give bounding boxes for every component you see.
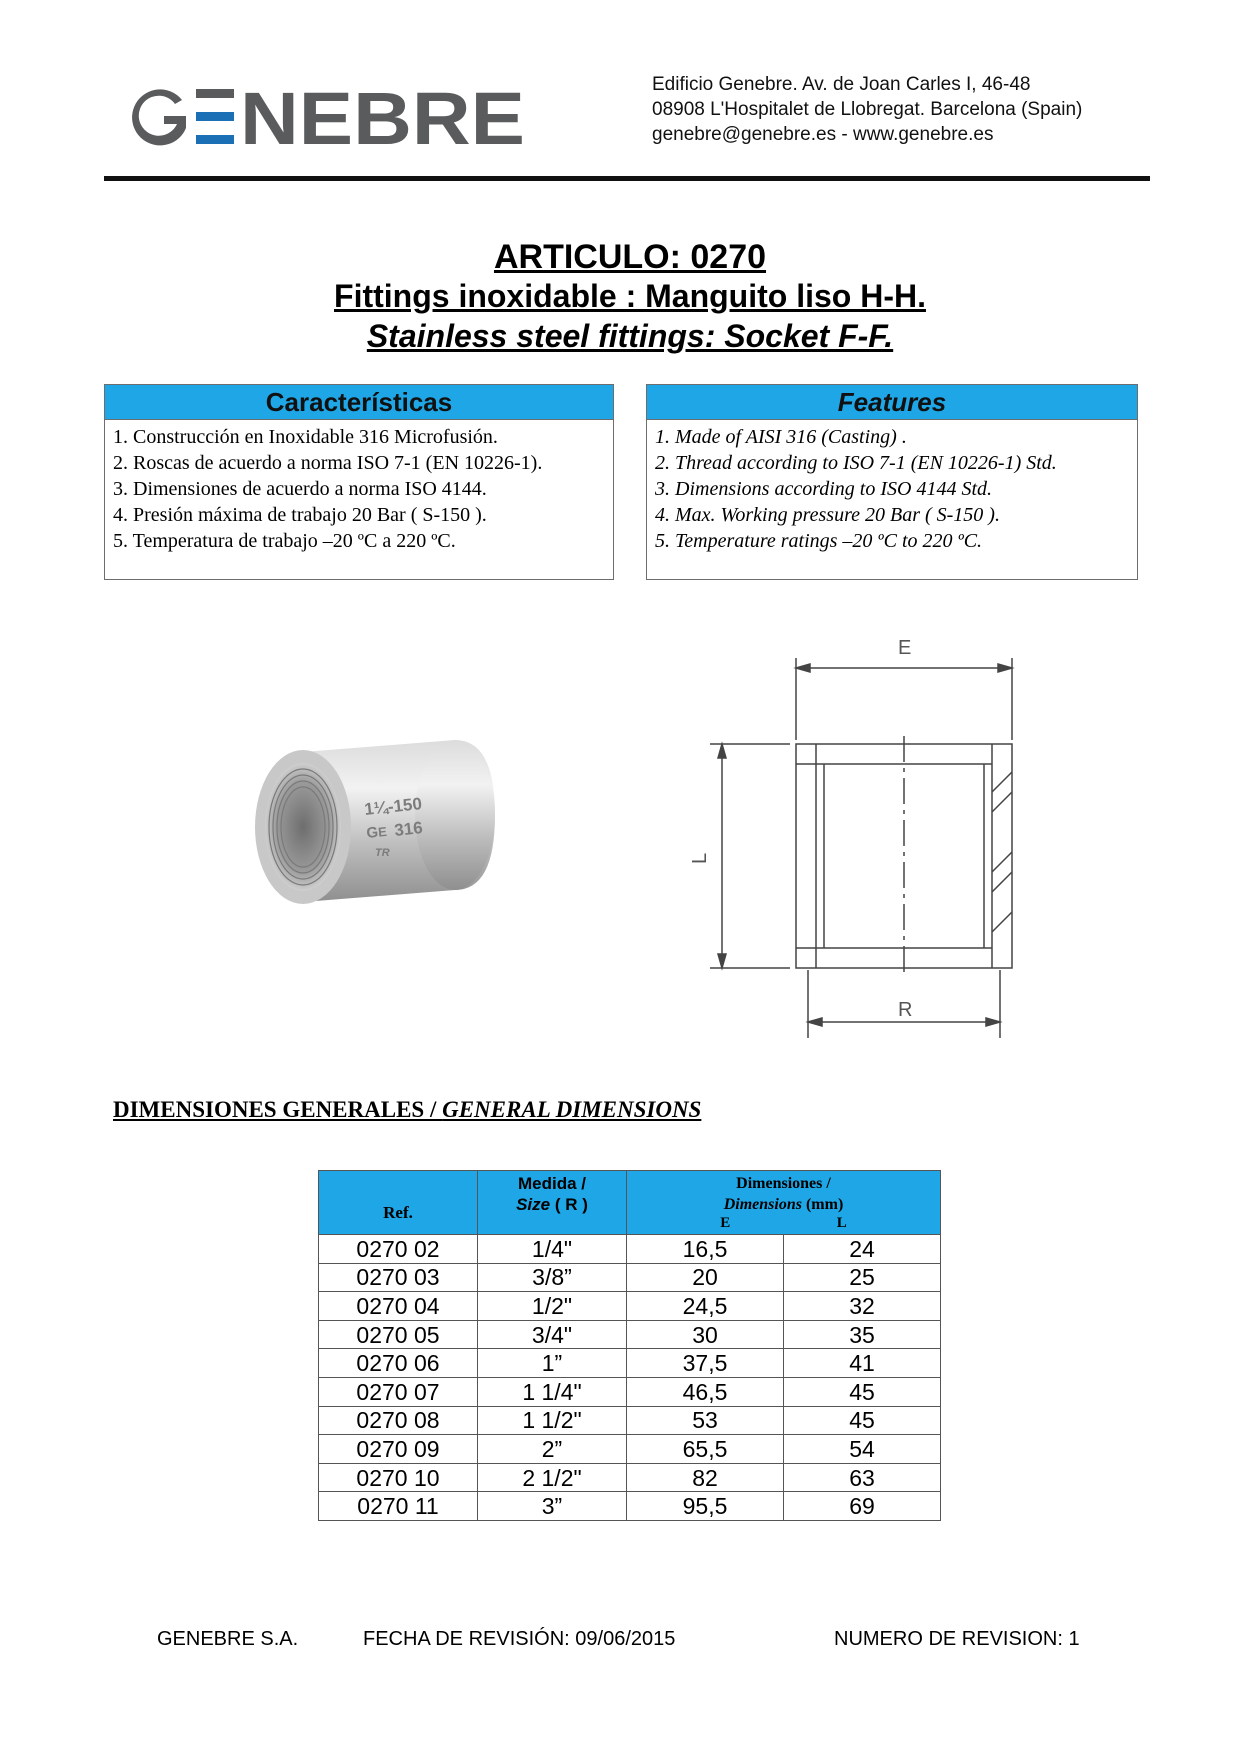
list-item: 2. Thread according to ISO 7-1 (EN 10226-1) Std. — [655, 452, 1057, 474]
cell-ref: 0270 07 — [319, 1377, 478, 1406]
cell-l: 45 — [784, 1406, 941, 1435]
article-title: ARTICULO: 0270 — [493, 238, 767, 276]
cell-e: 20 — [627, 1263, 784, 1292]
drawing-label-e: E — [898, 640, 912, 659]
cell-size: 3/4" — [478, 1320, 627, 1349]
dimensions-heading-es: DIMENSIONES GENERALES / — [113, 1097, 443, 1122]
drawing-label-r: R — [898, 999, 913, 1021]
genebre-logo — [130, 82, 530, 152]
socket-drawing-icon — [680, 640, 1030, 1040]
cell-size: 2 1/2" — [478, 1463, 627, 1492]
table-row — [319, 1292, 941, 1321]
footer-revision-number: NUMERO DE REVISION: 1 — [834, 1628, 1080, 1650]
dimensions-heading — [113, 1097, 701, 1123]
drawing-label-l: L — [689, 852, 711, 864]
cell-size: 3/8” — [478, 1263, 627, 1292]
footer-revision-date: FECHA DE REVISIÓN: 09/06/2015 — [363, 1628, 676, 1650]
features-list — [647, 420, 1137, 554]
cell-size: 3” — [478, 1492, 627, 1521]
cell-l: 69 — [784, 1492, 941, 1521]
cell-ref: 0270 05 — [319, 1320, 478, 1349]
col-header-e: E — [720, 1215, 731, 1231]
col-header-ref: Ref. — [319, 1171, 478, 1235]
list-item: 4. Max. Working pressure 20 Bar ( S-150 ). — [655, 504, 1000, 526]
table-row — [319, 1463, 941, 1492]
list-item: 3. Dimensiones de acuerdo a norma ISO 4144. — [113, 478, 487, 500]
socket-photo-icon — [255, 740, 495, 940]
photo-stamp-1: 1¼-150 — [363, 794, 423, 819]
address-line-2: 08908 L'Hospitalet de Llobregat. Barcelona (Spain) — [652, 99, 1083, 120]
list-item: 1. Construcción en Inoxidable 316 Microfusión. — [113, 426, 498, 448]
cell-e: 65,5 — [627, 1435, 784, 1464]
header-divider — [104, 176, 1150, 181]
genebre-logo-icon — [130, 82, 530, 152]
table-row — [319, 1320, 941, 1349]
cell-l: 54 — [784, 1435, 941, 1464]
table-row — [319, 1406, 941, 1435]
cell-l: 35 — [784, 1320, 941, 1349]
cell-size: 1 1/4" — [478, 1377, 627, 1406]
svg-text:GE: GE — [365, 823, 388, 842]
product-title-en: Stainless steel fittings: Socket F-F. — [366, 318, 894, 354]
photo-stamp-2: 316 — [393, 818, 424, 840]
cell-e: 46,5 — [627, 1377, 784, 1406]
cell-ref: 0270 08 — [319, 1406, 478, 1435]
cell-ref: 0270 10 — [319, 1463, 478, 1492]
cell-ref: 0270 03 — [319, 1263, 478, 1292]
features-heading: Features — [647, 385, 1137, 420]
address-line-1: Edificio Genebre. Av. de Joan Carles I, 46-48 — [652, 74, 1031, 95]
cell-e: 53 — [627, 1406, 784, 1435]
list-item: 5. Temperature ratings –20 ºC to 220 ºC. — [655, 530, 983, 552]
table-row — [319, 1492, 941, 1521]
socket-technical-drawing — [680, 640, 1030, 1040]
list-item: 5. Temperatura de trabajo –20 ºC a 220 ºC. — [113, 530, 456, 552]
list-item: 4. Presión máxima de trabajo 20 Bar ( S-150 ). — [113, 504, 487, 526]
cell-ref: 0270 04 — [319, 1292, 478, 1321]
table-row — [319, 1263, 941, 1292]
cell-e: 24,5 — [627, 1292, 784, 1321]
list-item: 2. Roscas de acuerdo a norma ISO 7-1 (EN 10226-1). — [113, 452, 543, 474]
dimensions-heading-en: GENERAL DIMENSIONS — [442, 1097, 702, 1122]
col-header-size: Medida / Size ( R ) — [478, 1171, 627, 1235]
cell-size: 1/2" — [478, 1292, 627, 1321]
caracteristicas-box — [104, 384, 614, 580]
cell-l: 24 — [784, 1235, 941, 1264]
company-address — [652, 72, 1082, 147]
address-line-3-contact: genebre@genebre.es - www.genebre.es — [652, 124, 994, 145]
cell-e: 16,5 — [627, 1235, 784, 1264]
logo-wordmark: NEBRE — [240, 82, 525, 152]
cell-ref: 0270 02 — [319, 1235, 478, 1264]
table-row — [319, 1435, 941, 1464]
caracteristicas-heading: Características — [105, 385, 613, 420]
cell-size: 2” — [478, 1435, 627, 1464]
dimensions-table — [318, 1170, 941, 1521]
socket-photo — [255, 740, 495, 940]
table-row — [319, 1349, 941, 1378]
product-title-es: Fittings inoxidable : Manguito liso H-H. — [334, 278, 926, 314]
cell-ref: 0270 09 — [319, 1435, 478, 1464]
cell-size: 1” — [478, 1349, 627, 1378]
table-row — [319, 1377, 941, 1406]
caracteristicas-list — [105, 420, 613, 554]
cell-l: 63 — [784, 1463, 941, 1492]
cell-e: 30 — [627, 1320, 784, 1349]
cell-ref: 0270 06 — [319, 1349, 478, 1378]
photo-stamp-3: TR — [375, 847, 390, 859]
features-box — [646, 384, 1138, 580]
list-item: 1. Made of AISI 316 (Casting) . — [655, 426, 907, 448]
cell-e: 95,5 — [627, 1492, 784, 1521]
cell-e: 37,5 — [627, 1349, 784, 1378]
cell-size: 1/4" — [478, 1235, 627, 1264]
cell-ref: 0270 11 — [319, 1492, 478, 1521]
cell-l: 45 — [784, 1377, 941, 1406]
footer-company: GENEBRE S.A. — [157, 1628, 299, 1650]
cell-size: 1 1/2" — [478, 1406, 627, 1435]
list-item: 3. Dimensions according to ISO 4144 Std. — [655, 478, 993, 500]
cell-l: 41 — [784, 1349, 941, 1378]
col-header-dimensions: Dimensiones / Dimensions (mm) E L — [627, 1171, 941, 1235]
col-header-l: L — [836, 1215, 847, 1231]
table-header-row — [319, 1171, 941, 1235]
cell-e: 82 — [627, 1463, 784, 1492]
cell-l: 25 — [784, 1263, 941, 1292]
cell-l: 32 — [784, 1292, 941, 1321]
table-row — [319, 1235, 941, 1264]
